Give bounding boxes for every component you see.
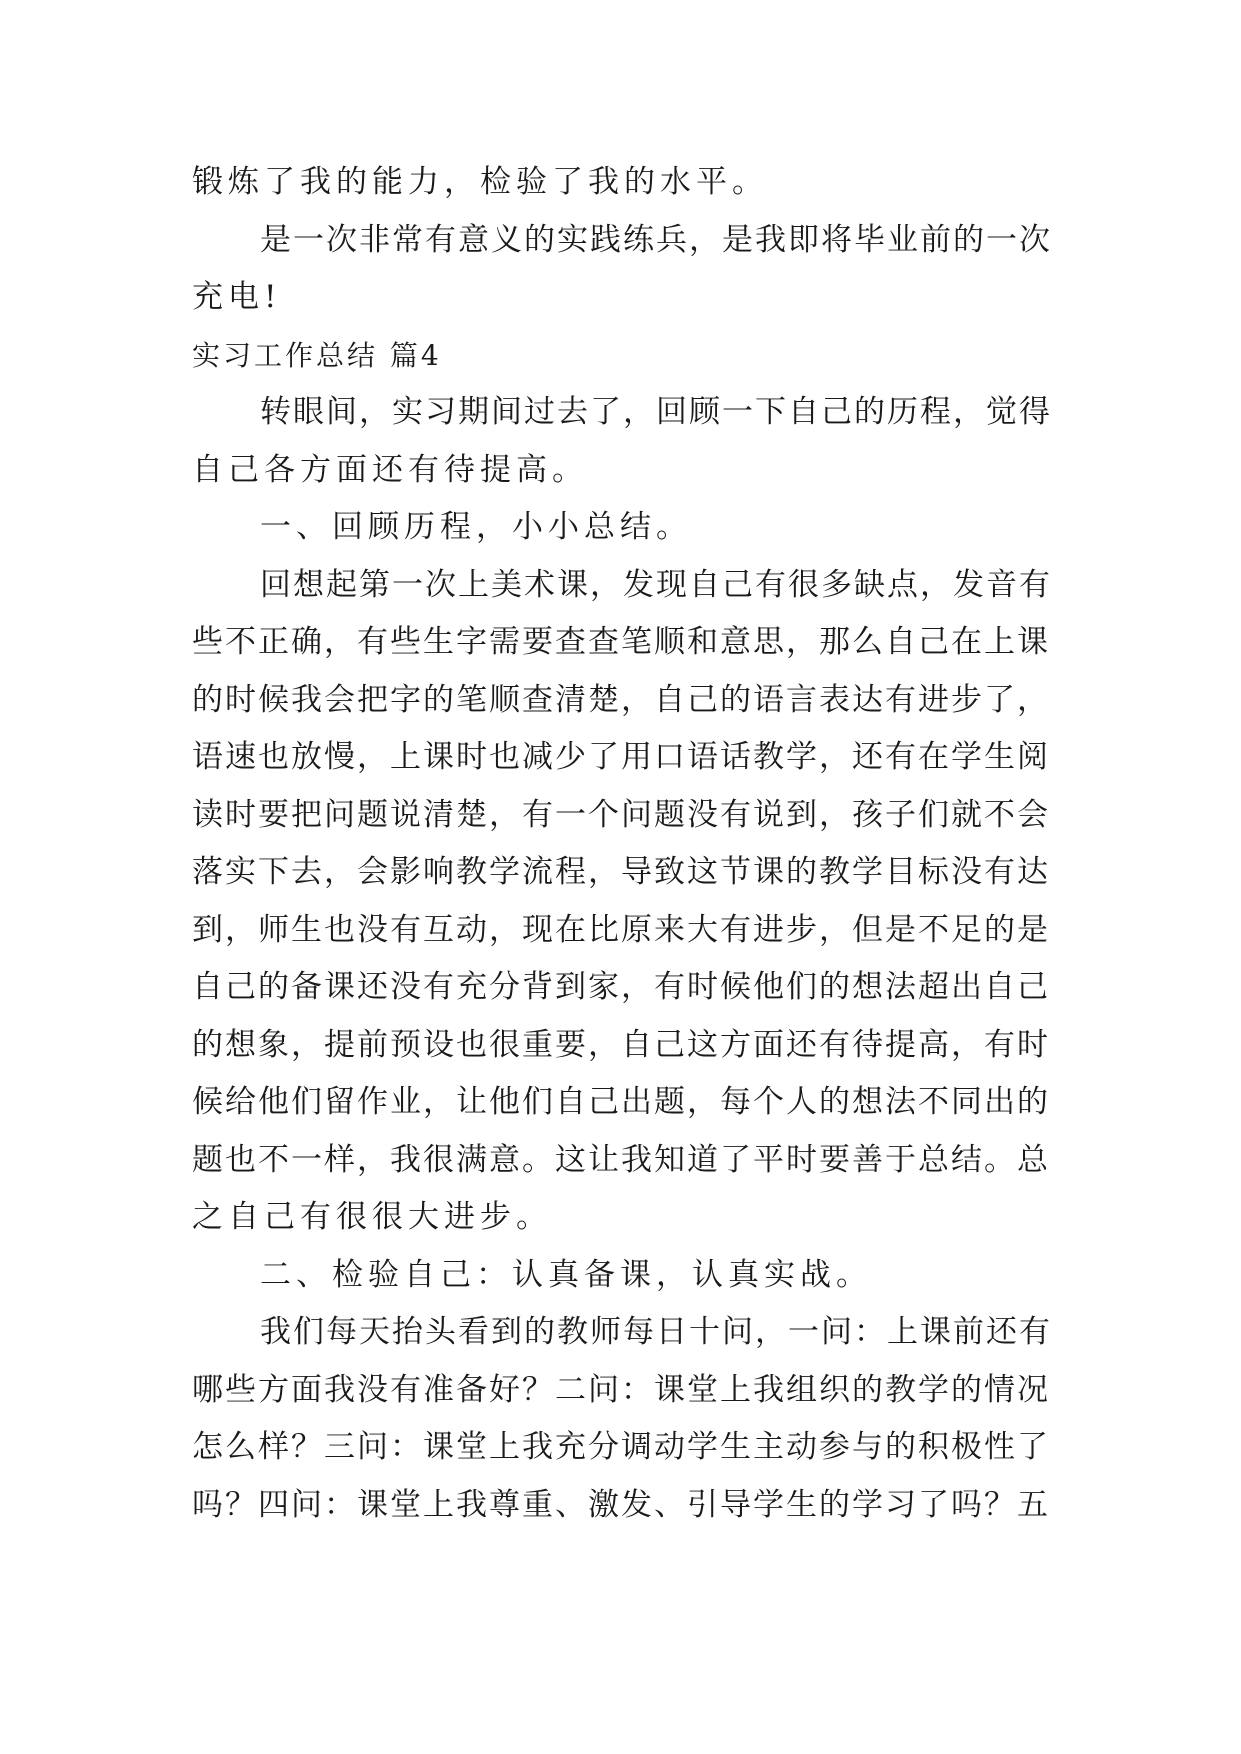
text-line: 怎么样？三问：课堂上我充分调动学生主动参与的积极性了 bbox=[192, 1429, 1050, 1465]
section-heading: 实习工作总结 篇4 bbox=[192, 338, 442, 372]
text-line: 语速也放慢，上课时也减少了用口语话教学，还有在学生阅 bbox=[192, 739, 1050, 775]
text-line: 转眼间，实习期间过去了，回顾一下自己的历程，觉得 bbox=[260, 394, 1052, 430]
text-line: 自己各方面还有待提高。 bbox=[192, 451, 588, 488]
text-line: 落实下去，会影响教学流程，导致这节课的教学目标没有达 bbox=[192, 854, 1050, 890]
text-line: 二、检验自己：认真备课，认真实战。 bbox=[260, 1256, 872, 1293]
text-line: 自己的备课还没有充分背到家，有时候他们的想法超出自己 bbox=[192, 969, 1050, 1005]
text-line: 题也不一样，我很满意。这让我知道了平时要善于总结。总 bbox=[192, 1141, 1050, 1178]
text-line: 到，师生也没有互动，现在比原来大有进步，但是不足的是 bbox=[192, 911, 1050, 948]
text-line: 的想象，提前预设也很重要，自己这方面还有待提高，有时 bbox=[192, 1026, 1050, 1063]
text-line: 回想起第一次上美术课，发现自己有很多缺点，发音有 bbox=[260, 566, 1052, 603]
text-line: 锻炼了我的能力，检验了我的水平。 bbox=[192, 164, 768, 200]
text-line: 一、回顾历程，小小总结。 bbox=[260, 509, 692, 545]
text-line: 候给他们留作业，让他们自己出题，每个人的想法不同出的 bbox=[192, 1084, 1050, 1120]
text-line: 些不正确，有些生字需要查查笔顺和意思，那么自己在上课 bbox=[192, 624, 1050, 660]
text-line: 读时要把问题说清楚，有一个问题没有说到，孩子们就不会 bbox=[192, 796, 1050, 833]
text-line: 吗？四问：课堂上我尊重、激发、引导学生的学习了吗？五 bbox=[192, 1486, 1050, 1523]
text-line: 我们每天抬头看到的教师每日十问，一问：上课前还有 bbox=[260, 1314, 1052, 1350]
text-line: 哪些方面我没有准备好？二问：课堂上我组织的教学的情况 bbox=[192, 1371, 1050, 1408]
text-line: 的时候我会把字的笔顺查清楚，自己的语言表达有进步了， bbox=[192, 681, 1050, 718]
text-line: 是一次非常有意义的实践练兵，是我即将毕业前的一次 bbox=[260, 221, 1052, 258]
document-body bbox=[192, 154, 1052, 1534]
text-line: 之自己有很很大进步。 bbox=[192, 1199, 552, 1235]
text-line: 充电! bbox=[192, 279, 282, 315]
